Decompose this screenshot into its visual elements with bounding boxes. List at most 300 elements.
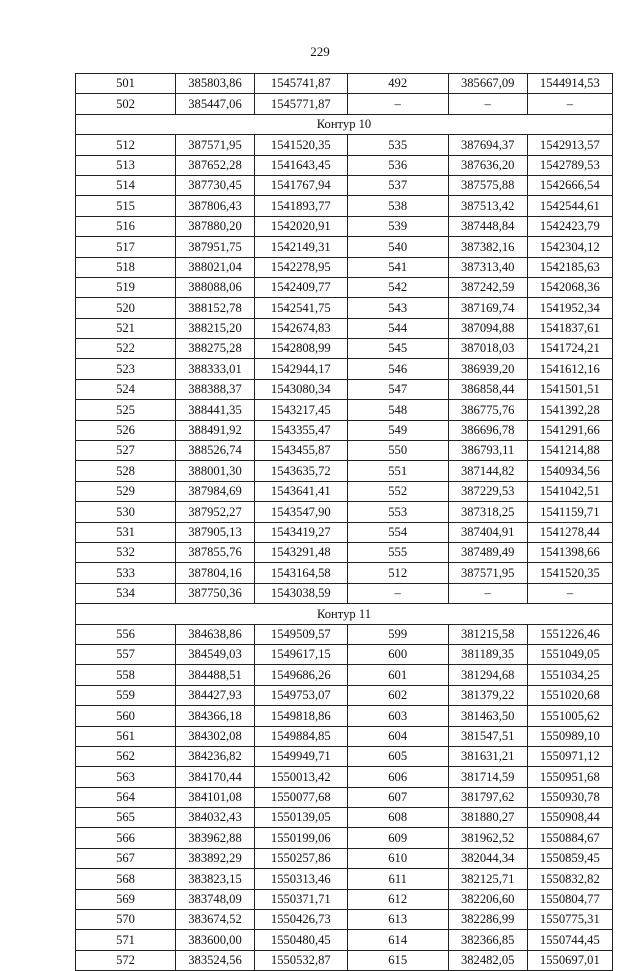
y-coordinate-cell: 1542149,31	[254, 237, 347, 257]
point-number-cell: 606	[347, 767, 448, 787]
x-coordinate-cell: 387404,91	[448, 522, 527, 542]
x-coordinate-cell: 388333,01	[176, 359, 255, 379]
table-row	[76, 583, 613, 603]
y-coordinate-cell: 1542068,36	[527, 277, 612, 297]
y-coordinate-cell: 1541392,28	[527, 400, 612, 420]
y-coordinate-cell: 1550532,87	[254, 950, 347, 970]
y-coordinate-cell: 1545741,87	[254, 74, 347, 94]
y-coordinate-cell: 1550804,77	[527, 889, 612, 909]
x-coordinate-cell: 381379,22	[448, 685, 527, 705]
y-coordinate-cell: 1541952,34	[527, 298, 612, 318]
point-number-cell: 610	[347, 848, 448, 868]
y-coordinate-cell: 1549686,26	[254, 665, 347, 685]
point-number-cell: 551	[347, 461, 448, 481]
y-coordinate-cell: 1543419,27	[254, 522, 347, 542]
point-number-cell: 542	[347, 277, 448, 297]
table-row	[76, 196, 613, 216]
section-title: Контур 10	[76, 114, 613, 134]
table-row	[76, 910, 613, 930]
x-coordinate-cell: 385803,86	[176, 74, 255, 94]
x-coordinate-cell: 384427,93	[176, 685, 255, 705]
point-number-cell: 540	[347, 237, 448, 257]
table-row	[76, 94, 613, 114]
point-number-cell: 547	[347, 379, 448, 399]
point-number-cell: 541	[347, 257, 448, 277]
x-coordinate-cell: 385667,09	[448, 74, 527, 94]
y-coordinate-cell: 1542808,99	[254, 339, 347, 359]
point-number-cell: 529	[76, 481, 176, 501]
point-number-cell: 522	[76, 339, 176, 359]
x-coordinate-cell: 381215,58	[448, 624, 527, 644]
point-number-cell: –	[347, 583, 448, 603]
y-coordinate-cell: 1543641,41	[254, 481, 347, 501]
table-row	[76, 359, 613, 379]
point-number-cell: 502	[76, 94, 176, 114]
point-number-cell: 526	[76, 420, 176, 440]
point-number-cell: 612	[347, 889, 448, 909]
point-number-cell: 516	[76, 216, 176, 236]
table-row	[76, 400, 613, 420]
table-row	[76, 420, 613, 440]
y-coordinate-cell: 1541214,88	[527, 441, 612, 461]
table-row	[76, 135, 613, 155]
x-coordinate-cell: 381797,62	[448, 787, 527, 807]
y-coordinate-cell: 1542789,53	[527, 155, 612, 175]
point-number-cell: 604	[347, 726, 448, 746]
y-coordinate-cell: 1550013,42	[254, 767, 347, 787]
table-row	[76, 542, 613, 562]
point-number-cell: 552	[347, 481, 448, 501]
y-coordinate-cell: 1541042,51	[527, 481, 612, 501]
point-number-cell: 611	[347, 869, 448, 889]
y-coordinate-cell: 1549884,85	[254, 726, 347, 746]
point-number-cell: 524	[76, 379, 176, 399]
x-coordinate-cell: 386858,44	[448, 379, 527, 399]
x-coordinate-cell: 384638,86	[176, 624, 255, 644]
x-coordinate-cell: 381463,50	[448, 706, 527, 726]
point-number-cell: 556	[76, 624, 176, 644]
y-coordinate-cell: 1543547,90	[254, 502, 347, 522]
x-coordinate-cell: 387242,59	[448, 277, 527, 297]
x-coordinate-cell: 387018,03	[448, 339, 527, 359]
y-coordinate-cell: 1542185,63	[527, 257, 612, 277]
x-coordinate-cell: 383600,00	[176, 930, 255, 950]
y-coordinate-cell: 1541612,16	[527, 359, 612, 379]
table-row	[76, 665, 613, 685]
point-number-cell: 545	[347, 339, 448, 359]
x-coordinate-cell: 381294,68	[448, 665, 527, 685]
x-coordinate-cell: 387318,25	[448, 502, 527, 522]
x-coordinate-cell: 387636,20	[448, 155, 527, 175]
point-number-cell: 527	[76, 441, 176, 461]
table-row	[76, 298, 613, 318]
y-coordinate-cell: 1550139,05	[254, 808, 347, 828]
point-number-cell: 567	[76, 848, 176, 868]
y-coordinate-cell: 1549949,71	[254, 746, 347, 766]
x-coordinate-cell: 387094,88	[448, 318, 527, 338]
y-coordinate-cell: 1542666,54	[527, 175, 612, 195]
point-number-cell: 560	[76, 706, 176, 726]
x-coordinate-cell: 381714,59	[448, 767, 527, 787]
point-number-cell: 535	[347, 135, 448, 155]
y-coordinate-cell: 1544914,53	[527, 74, 612, 94]
x-coordinate-cell: 384032,43	[176, 808, 255, 828]
y-coordinate-cell: 1550480,45	[254, 930, 347, 950]
point-number-cell: 536	[347, 155, 448, 175]
point-number-cell: 614	[347, 930, 448, 950]
table-row	[76, 74, 613, 94]
x-coordinate-cell: 381189,35	[448, 644, 527, 664]
y-coordinate-cell: 1541520,35	[254, 135, 347, 155]
x-coordinate-cell: 388491,92	[176, 420, 255, 440]
y-coordinate-cell: 1549818,86	[254, 706, 347, 726]
point-number-cell: 603	[347, 706, 448, 726]
x-coordinate-cell: 388275,28	[176, 339, 255, 359]
x-coordinate-cell: 382044,34	[448, 848, 527, 868]
table-row	[76, 869, 613, 889]
table-row	[76, 237, 613, 257]
y-coordinate-cell: 1541837,61	[527, 318, 612, 338]
x-coordinate-cell: 387513,42	[448, 196, 527, 216]
point-number-cell: 537	[347, 175, 448, 195]
x-coordinate-cell: 384236,82	[176, 746, 255, 766]
y-coordinate-cell: 1541724,21	[527, 339, 612, 359]
x-coordinate-cell: 381880,27	[448, 808, 527, 828]
y-coordinate-cell: 1551226,46	[527, 624, 612, 644]
point-number-cell: 613	[347, 910, 448, 930]
point-number-cell: 572	[76, 950, 176, 970]
y-coordinate-cell: 1543038,59	[254, 583, 347, 603]
point-number-cell: 532	[76, 542, 176, 562]
point-number-cell: 555	[347, 542, 448, 562]
point-number-cell: 549	[347, 420, 448, 440]
y-coordinate-cell: 1551020,68	[527, 685, 612, 705]
x-coordinate-cell: 383524,56	[176, 950, 255, 970]
point-number-cell: 517	[76, 237, 176, 257]
y-coordinate-cell: 1541278,44	[527, 522, 612, 542]
point-number-cell: 550	[347, 441, 448, 461]
y-coordinate-cell: 1541520,35	[527, 563, 612, 583]
y-coordinate-cell: 1550371,71	[254, 889, 347, 909]
point-number-cell: 513	[76, 155, 176, 175]
y-coordinate-cell: 1551049,05	[527, 644, 612, 664]
point-number-cell: 512	[347, 563, 448, 583]
x-coordinate-cell: 387905,13	[176, 522, 255, 542]
point-number-cell: 492	[347, 74, 448, 94]
y-coordinate-cell: 1542020,91	[254, 216, 347, 236]
x-coordinate-cell: 387951,75	[176, 237, 255, 257]
table-row	[76, 318, 613, 338]
table-row	[76, 644, 613, 664]
point-number-cell: 599	[347, 624, 448, 644]
x-coordinate-cell: 388021,04	[176, 257, 255, 277]
point-number-cell: 546	[347, 359, 448, 379]
y-coordinate-cell: 1541398,66	[527, 542, 612, 562]
x-coordinate-cell: 387448,84	[448, 216, 527, 236]
point-number-cell: 525	[76, 400, 176, 420]
y-coordinate-cell: 1543217,45	[254, 400, 347, 420]
point-number-cell: 548	[347, 400, 448, 420]
point-number-cell: 554	[347, 522, 448, 542]
y-coordinate-cell: 1550951,68	[527, 767, 612, 787]
y-coordinate-cell: 1542544,61	[527, 196, 612, 216]
x-coordinate-cell: 388215,20	[176, 318, 255, 338]
x-coordinate-cell: 388441,35	[176, 400, 255, 420]
y-coordinate-cell: 1550832,82	[527, 869, 612, 889]
x-coordinate-cell: 384302,08	[176, 726, 255, 746]
y-coordinate-cell: 1549753,07	[254, 685, 347, 705]
point-number-cell: 557	[76, 644, 176, 664]
x-coordinate-cell: 383962,88	[176, 828, 255, 848]
x-coordinate-cell: 382366,85	[448, 930, 527, 950]
y-coordinate-cell: –	[527, 583, 612, 603]
table-row	[76, 339, 613, 359]
x-coordinate-cell: 384488,51	[176, 665, 255, 685]
point-number-cell: 515	[76, 196, 176, 216]
point-number-cell: 520	[76, 298, 176, 318]
y-coordinate-cell: 1541291,66	[527, 420, 612, 440]
x-coordinate-cell: 383674,52	[176, 910, 255, 930]
x-coordinate-cell: 386939,20	[448, 359, 527, 379]
table-row	[76, 481, 613, 501]
x-coordinate-cell: 388526,74	[176, 441, 255, 461]
x-coordinate-cell: 387806,43	[176, 196, 255, 216]
x-coordinate-cell: 387382,16	[448, 237, 527, 257]
point-number-cell: 539	[347, 216, 448, 236]
x-coordinate-cell: 382286,99	[448, 910, 527, 930]
x-coordinate-cell: –	[448, 583, 527, 603]
point-number-cell: 570	[76, 910, 176, 930]
table-row	[76, 848, 613, 868]
y-coordinate-cell: 1541159,71	[527, 502, 612, 522]
point-number-cell: 566	[76, 828, 176, 848]
table-row	[76, 502, 613, 522]
point-number-cell: 533	[76, 563, 176, 583]
point-number-cell: 514	[76, 175, 176, 195]
point-number-cell: 519	[76, 277, 176, 297]
table-row	[76, 787, 613, 807]
x-coordinate-cell: 384170,44	[176, 767, 255, 787]
y-coordinate-cell: 1545771,87	[254, 94, 347, 114]
point-number-cell: 543	[347, 298, 448, 318]
y-coordinate-cell: 1542409,77	[254, 277, 347, 297]
x-coordinate-cell: 382206,60	[448, 889, 527, 909]
point-number-cell: 615	[347, 950, 448, 970]
table-row	[76, 257, 613, 277]
x-coordinate-cell: 381962,52	[448, 828, 527, 848]
point-number-cell: 602	[347, 685, 448, 705]
point-number-cell: 568	[76, 869, 176, 889]
point-number-cell: 530	[76, 502, 176, 522]
y-coordinate-cell: 1543455,87	[254, 441, 347, 461]
x-coordinate-cell: 388088,06	[176, 277, 255, 297]
point-number-cell: 609	[347, 828, 448, 848]
y-coordinate-cell: 1542541,75	[254, 298, 347, 318]
point-number-cell: 569	[76, 889, 176, 909]
y-coordinate-cell: 1551005,62	[527, 706, 612, 726]
x-coordinate-cell: 388152,78	[176, 298, 255, 318]
y-coordinate-cell: 1541893,77	[254, 196, 347, 216]
x-coordinate-cell: 387880,20	[176, 216, 255, 236]
point-number-cell: –	[347, 94, 448, 114]
point-number-cell: 571	[76, 930, 176, 950]
x-coordinate-cell: 387694,37	[448, 135, 527, 155]
table-row	[76, 216, 613, 236]
y-coordinate-cell: 1551034,25	[527, 665, 612, 685]
section-header-row	[76, 114, 613, 134]
x-coordinate-cell: –	[448, 94, 527, 114]
x-coordinate-cell: 387804,16	[176, 563, 255, 583]
y-coordinate-cell: –	[527, 94, 612, 114]
x-coordinate-cell: 387652,28	[176, 155, 255, 175]
x-coordinate-cell: 385447,06	[176, 94, 255, 114]
x-coordinate-cell: 387984,69	[176, 481, 255, 501]
x-coordinate-cell: 386696,78	[448, 420, 527, 440]
point-number-cell: 565	[76, 808, 176, 828]
x-coordinate-cell: 387229,53	[448, 481, 527, 501]
x-coordinate-cell: 387144,82	[448, 461, 527, 481]
y-coordinate-cell: 1541643,45	[254, 155, 347, 175]
point-number-cell: 608	[347, 808, 448, 828]
point-number-cell: 564	[76, 787, 176, 807]
x-coordinate-cell: 387750,36	[176, 583, 255, 603]
y-coordinate-cell: 1542304,12	[527, 237, 612, 257]
table-row	[76, 930, 613, 950]
point-number-cell: 553	[347, 502, 448, 522]
x-coordinate-cell: 386775,76	[448, 400, 527, 420]
y-coordinate-cell: 1543080,34	[254, 379, 347, 399]
page-number: 229	[310, 44, 330, 59]
point-number-cell: 521	[76, 318, 176, 338]
x-coordinate-cell: 381547,51	[448, 726, 527, 746]
y-coordinate-cell: 1542913,57	[527, 135, 612, 155]
y-coordinate-cell: 1543635,72	[254, 461, 347, 481]
y-coordinate-cell: 1549617,15	[254, 644, 347, 664]
x-coordinate-cell: 387952,27	[176, 502, 255, 522]
y-coordinate-cell: 1542944,17	[254, 359, 347, 379]
point-number-cell: 523	[76, 359, 176, 379]
y-coordinate-cell: 1543164,58	[254, 563, 347, 583]
y-coordinate-cell: 1542674,83	[254, 318, 347, 338]
point-number-cell: 534	[76, 583, 176, 603]
y-coordinate-cell: 1541767,94	[254, 175, 347, 195]
x-coordinate-cell: 383823,15	[176, 869, 255, 889]
y-coordinate-cell: 1550859,45	[527, 848, 612, 868]
table-row	[76, 889, 613, 909]
section-header-row	[76, 604, 613, 624]
table-row	[76, 155, 613, 175]
table-row	[76, 379, 613, 399]
point-number-cell: 518	[76, 257, 176, 277]
table-row	[76, 277, 613, 297]
x-coordinate-cell: 382482,05	[448, 950, 527, 970]
x-coordinate-cell: 387169,74	[448, 298, 527, 318]
table-row	[76, 767, 613, 787]
table-row	[76, 828, 613, 848]
point-number-cell: 559	[76, 685, 176, 705]
table-row	[76, 726, 613, 746]
y-coordinate-cell: 1542423,79	[527, 216, 612, 236]
point-number-cell: 563	[76, 767, 176, 787]
y-coordinate-cell: 1541501,51	[527, 379, 612, 399]
x-coordinate-cell: 386793,11	[448, 441, 527, 461]
x-coordinate-cell: 384366,18	[176, 706, 255, 726]
point-number-cell: 561	[76, 726, 176, 746]
table-row	[76, 522, 613, 542]
point-number-cell: 607	[347, 787, 448, 807]
y-coordinate-cell: 1550930,78	[527, 787, 612, 807]
x-coordinate-cell: 387313,40	[448, 257, 527, 277]
x-coordinate-cell: 387571,95	[448, 563, 527, 583]
x-coordinate-cell: 388001,30	[176, 461, 255, 481]
y-coordinate-cell: 1543355,47	[254, 420, 347, 440]
table-row	[76, 441, 613, 461]
x-coordinate-cell: 387489,49	[448, 542, 527, 562]
y-coordinate-cell: 1550697,01	[527, 950, 612, 970]
point-number-cell: 538	[347, 196, 448, 216]
y-coordinate-cell: 1550775,31	[527, 910, 612, 930]
y-coordinate-cell: 1550971,12	[527, 746, 612, 766]
table-row	[76, 685, 613, 705]
y-coordinate-cell: 1543291,48	[254, 542, 347, 562]
x-coordinate-cell: 387575,88	[448, 175, 527, 195]
x-coordinate-cell: 382125,71	[448, 869, 527, 889]
y-coordinate-cell: 1550908,44	[527, 808, 612, 828]
y-coordinate-cell: 1550989,10	[527, 726, 612, 746]
x-coordinate-cell: 384101,08	[176, 787, 255, 807]
section-title: Контур 11	[76, 604, 613, 624]
table-row	[76, 563, 613, 583]
point-number-cell: 501	[76, 74, 176, 94]
point-number-cell: 600	[347, 644, 448, 664]
table-row	[76, 950, 613, 970]
x-coordinate-cell: 383748,09	[176, 889, 255, 909]
point-number-cell: 562	[76, 746, 176, 766]
point-number-cell: 528	[76, 461, 176, 481]
y-coordinate-cell: 1549509,57	[254, 624, 347, 644]
point-number-cell: 558	[76, 665, 176, 685]
point-number-cell: 601	[347, 665, 448, 685]
x-coordinate-cell: 384549,03	[176, 644, 255, 664]
x-coordinate-cell: 387571,95	[176, 135, 255, 155]
x-coordinate-cell: 381631,21	[448, 746, 527, 766]
y-coordinate-cell: 1542278,95	[254, 257, 347, 277]
y-coordinate-cell: 1540934,56	[527, 461, 612, 481]
y-coordinate-cell: 1550744,45	[527, 930, 612, 950]
point-number-cell: 544	[347, 318, 448, 338]
table-row	[76, 808, 613, 828]
y-coordinate-cell: 1550884,67	[527, 828, 612, 848]
x-coordinate-cell: 387730,45	[176, 175, 255, 195]
table-row	[76, 746, 613, 766]
point-number-cell: 605	[347, 746, 448, 766]
table-row	[76, 461, 613, 481]
table-row	[76, 706, 613, 726]
table-row	[76, 624, 613, 644]
y-coordinate-cell: 1550257,86	[254, 848, 347, 868]
x-coordinate-cell: 388388,37	[176, 379, 255, 399]
y-coordinate-cell: 1550199,06	[254, 828, 347, 848]
y-coordinate-cell: 1550077,68	[254, 787, 347, 807]
point-number-cell: 512	[76, 135, 176, 155]
coordinates-table-body	[76, 74, 613, 971]
y-coordinate-cell: 1550313,46	[254, 869, 347, 889]
y-coordinate-cell: 1550426,73	[254, 910, 347, 930]
coordinates-table	[75, 73, 613, 971]
x-coordinate-cell: 383892,29	[176, 848, 255, 868]
x-coordinate-cell: 387855,76	[176, 542, 255, 562]
table-row	[76, 175, 613, 195]
